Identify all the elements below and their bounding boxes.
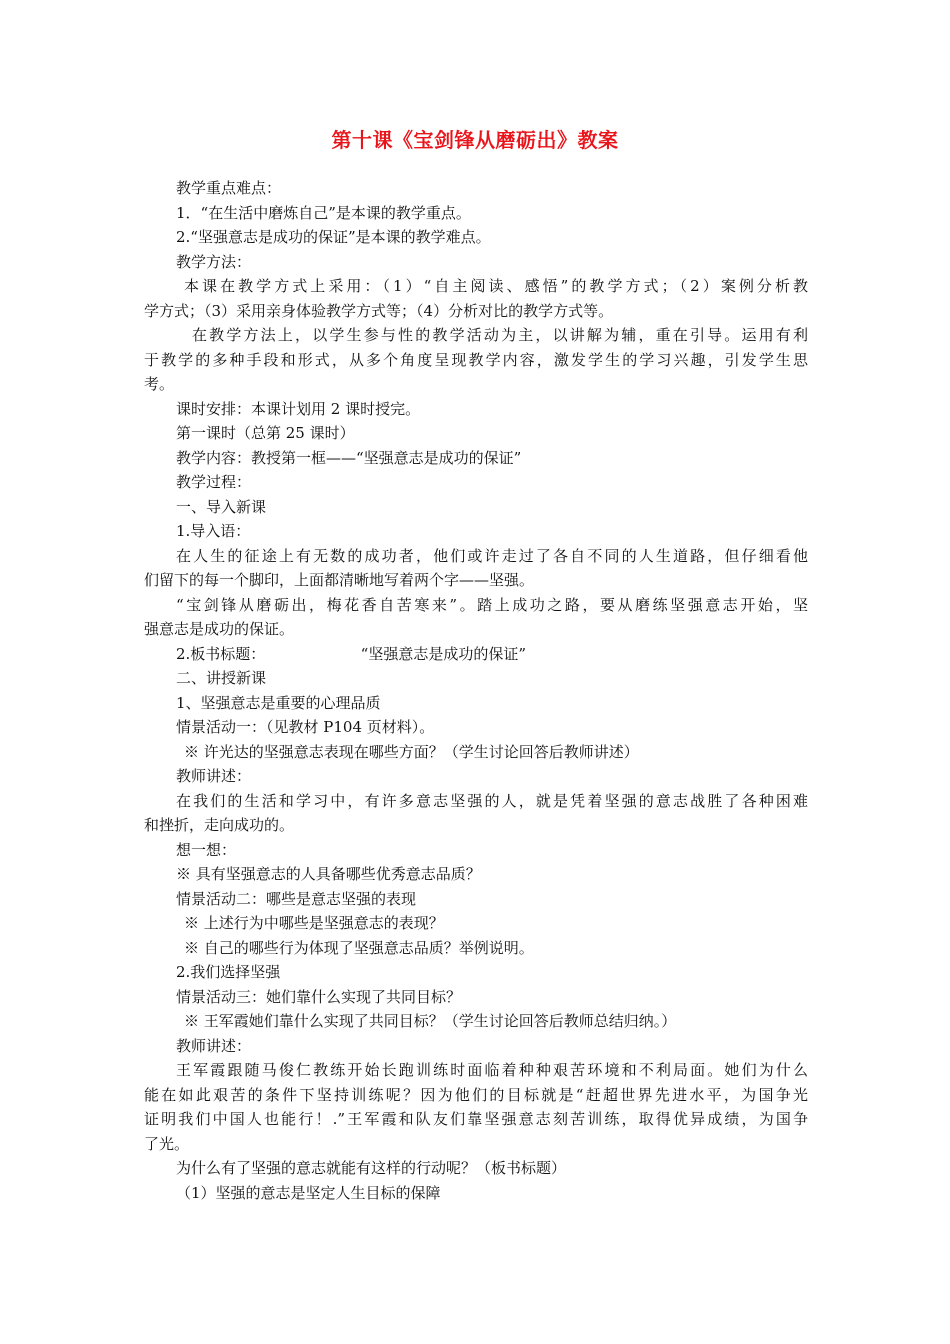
text-line: 教学重点难点： (176, 179, 282, 197)
text-line: 2.我们选择坚强 (176, 963, 281, 981)
document-title: 第十课《宝剑锋从磨砺出》教案 (331, 128, 619, 152)
text-line: 2.板书标题： “坚强意志是成功的保证” (176, 644, 527, 663)
text-line: 能在如此艰苦的条件下坚持训练呢？因为他们的目标就是“赶超世界先进水平，为国争光 (144, 1085, 808, 1104)
text-line: ※ 自己的哪些行为体现了坚强意志品质？举例说明。 (184, 938, 534, 957)
text-line: 教学内容：教授第一框——“坚强意志是成功的保证” (176, 448, 522, 467)
text-line: 教师讲述： (176, 1036, 252, 1055)
text-line: 王军霞跟随马俊仁教练开始长跑训练时面临着种种艰苦环境和不利局面。她们为什么 (176, 1061, 808, 1079)
text-line: 想一想： (176, 840, 237, 859)
text-line: 于教学的多种手段和形式，从多个角度呈现教学内容，激发学生的学习兴趣，引发学生思 (144, 350, 808, 369)
document-body (144, 176, 808, 1205)
text-line: ※ 王军霞她们靠什么实现了共同目标？（学生讨论回答后教师总结归纳。） (184, 1012, 677, 1030)
text-line: 为什么有了坚强的意志就能有这样的行动呢？（板书标题） (176, 1159, 567, 1177)
text-line: ※ 具有坚强意志的人具备哪些优秀意志品质？ (176, 865, 481, 883)
text-line: 1．“在生活中磨炼自己”是本课的教学重点。 (176, 203, 471, 222)
text-line: 教学过程： (176, 473, 252, 491)
text-line: （1）坚强的意志是坚定人生目标的保障 (176, 1183, 441, 1202)
text-line: “宝剑锋从磨砺出，梅花香自苦寒来”。踏上成功之路，要从磨练坚强意志开始，坚 (176, 595, 808, 614)
text-line: 课时安排：本课计划用 2 课时授完。 (176, 399, 421, 418)
text-line: 在人生的征途上有无数的成功者，他们或许走过了各自不同的人生道路，但仔细看他 (176, 546, 808, 565)
text-line: 证明我们中国人也能行！.”王军霞和队友们靠坚强意志刻苦训练，取得优异成绩，为国争 (144, 1110, 808, 1128)
text-line: ※ 许光达的坚强意志表现在哪些方面？（学生讨论回答后教师讲述） (184, 742, 639, 761)
text-line: 学方式；（3）采用亲身体验教学方式等；（4）分析对比的教学方式等。 (144, 301, 614, 320)
text-line: 一、导入新课 (176, 497, 267, 516)
text-line: 第一课时（总第 25 课时） (176, 424, 355, 442)
text-line: 在教学方法上，以学生参与性的教学活动为主，以讲解为辅，重在引导。运用有利 (192, 326, 808, 344)
text-line: 们留下的每一个脚印，上面都清晰地写着两个字——坚强。 (144, 571, 535, 589)
text-line: 在我们的生活和学习中，有许多意志坚强的人，就是凭着坚强的意志战胜了各种困难 (176, 791, 808, 810)
text-line: 情景活动一：（见教材 P104 页材料）。 (176, 718, 435, 736)
text-line: 了光。 (144, 1134, 190, 1153)
text-line: ※ 上述行为中哪些是坚强意志的表现？ (184, 914, 444, 932)
text-line: 本课在教学方式上采用：（1）“自主阅读、感悟”的教学方式；（2）案例分析教 (184, 277, 808, 295)
text-line: 1、坚强意志是重要的心理品质 (176, 693, 381, 712)
text-line: 考。 (144, 375, 175, 393)
text-line: 情景活动三：她们靠什么实现了共同目标？ (176, 987, 462, 1006)
text-line: 和挫折，走向成功的。 (144, 816, 295, 834)
text-line: 1.导入语： (176, 522, 251, 540)
text-line: 二、讲授新课 (176, 669, 267, 687)
text-line: 教学方法： (176, 252, 252, 271)
text-line: 强意志是成功的保证。 (144, 620, 295, 638)
text-line: 教师讲述： (176, 767, 252, 785)
text-line: 2.“坚强意志是成功的保证”是本课的教学难点。 (176, 228, 491, 246)
text-line: 情景活动二：哪些是意志坚强的表现 (176, 889, 417, 908)
